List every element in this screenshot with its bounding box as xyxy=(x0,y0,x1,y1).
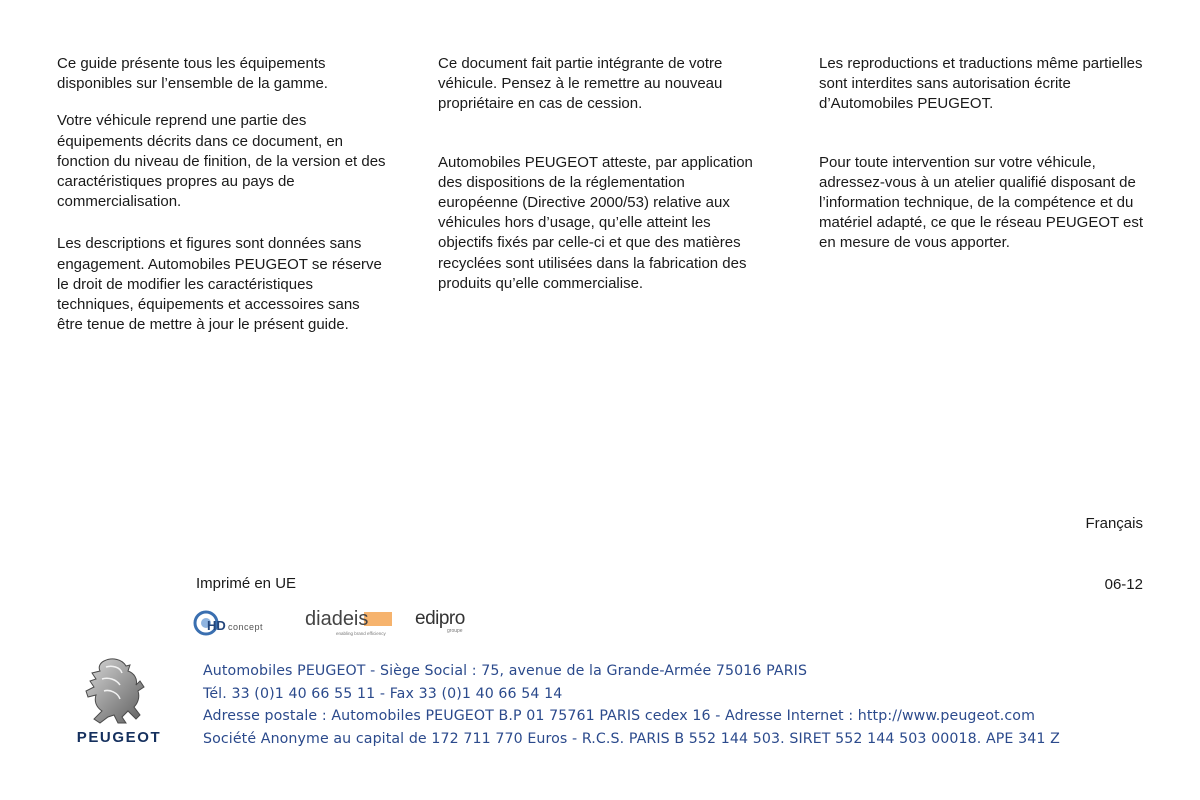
partner-logos xyxy=(193,606,483,640)
svg-text:enabling brand efficiency: enabling brand efficiency xyxy=(336,631,386,636)
svg-text:HD: HD xyxy=(207,618,226,633)
column-2 xyxy=(438,54,768,294)
edipro-logo xyxy=(414,606,474,634)
paragraph: Les descriptions et figures sont données sans engagement. Automobiles PEUGEOT se réserve le droit de modifier les caractéristiques techniques, équipements et accessoires sans être tenue de mettre à jour le présent guide. xyxy=(57,235,382,334)
svg-text:diadeis: diadeis xyxy=(305,608,369,630)
peugeot-wordmark: PEUGEOT xyxy=(76,729,162,746)
peugeot-lion-logo xyxy=(82,657,148,725)
paragraph: Les reproductions et traductions même partielles sont interdites sans autorisation écrite d’Automobiles PEUGEOT. xyxy=(819,55,1143,113)
diadeis-logo xyxy=(304,606,396,638)
svg-text:concept: concept xyxy=(228,622,264,632)
edition-code: 06-12 xyxy=(1104,576,1143,593)
legal-line: Société Anonyme au capital de 172 711 770 Euros - R.C.S. PARIS B 552 144 503. SIRET 552 144 503 00018. APE 341 Z xyxy=(203,730,1060,747)
paragraph: Pour toute intervention sur votre véhicule, adressez-vous à un atelier qualifié disposant de l’information technique, de la compétence et du matériel adapté, ce que le réseau PEUGEOT est en mesure de vous apporter. xyxy=(819,153,1144,252)
column-1 xyxy=(57,54,387,335)
svg-text:groupe: groupe xyxy=(447,628,463,634)
contact-line: Tél. 33 (0)1 40 66 55 11 - Fax 33 (0)1 40 66 54 14 xyxy=(203,685,563,702)
postal-line: Adresse postale : Automobiles PEUGEOT B.P 01 75761 PARIS cedex 16 - Adresse Internet : http://www.peugeot.com xyxy=(203,708,1035,725)
paragraph: Automobiles PEUGEOT atteste, par application des dispositions de la réglementation européenne (Directive 2000/53) relative aux véhicules hors d’usage, qu’elle atteint les objectifs fixés par celle-ci et que des matières recyclées sont utilisées dans la fabrication des produits qu’elle commercialise. xyxy=(438,153,753,292)
paragraph: Ce document fait partie intégrante de votre véhicule. Pensez à le remettre au nouveau propriétaire en cas de cession. xyxy=(438,55,723,113)
paragraph: Ce guide présente tous les équipements disponibles sur l’ensemble de la gamme. xyxy=(57,55,328,93)
column-3 xyxy=(819,54,1149,254)
hd-concept-logo xyxy=(193,610,285,636)
address-line: Automobiles PEUGEOT - Siège Social : 75, avenue de la Grande-Armée 75016 PARIS xyxy=(203,663,808,679)
company-address xyxy=(203,660,1060,750)
printed-in-label: Imprimé en UE xyxy=(196,575,297,592)
language-label: Français xyxy=(1085,515,1143,532)
svg-text:edipro: edipro xyxy=(415,608,465,629)
paragraph: Votre véhicule reprend une partie des équipements décrits dans ce document, en fonction du niveau de finition, de la version et des caractéristiques propres au pays de commercialisation. xyxy=(57,112,386,211)
